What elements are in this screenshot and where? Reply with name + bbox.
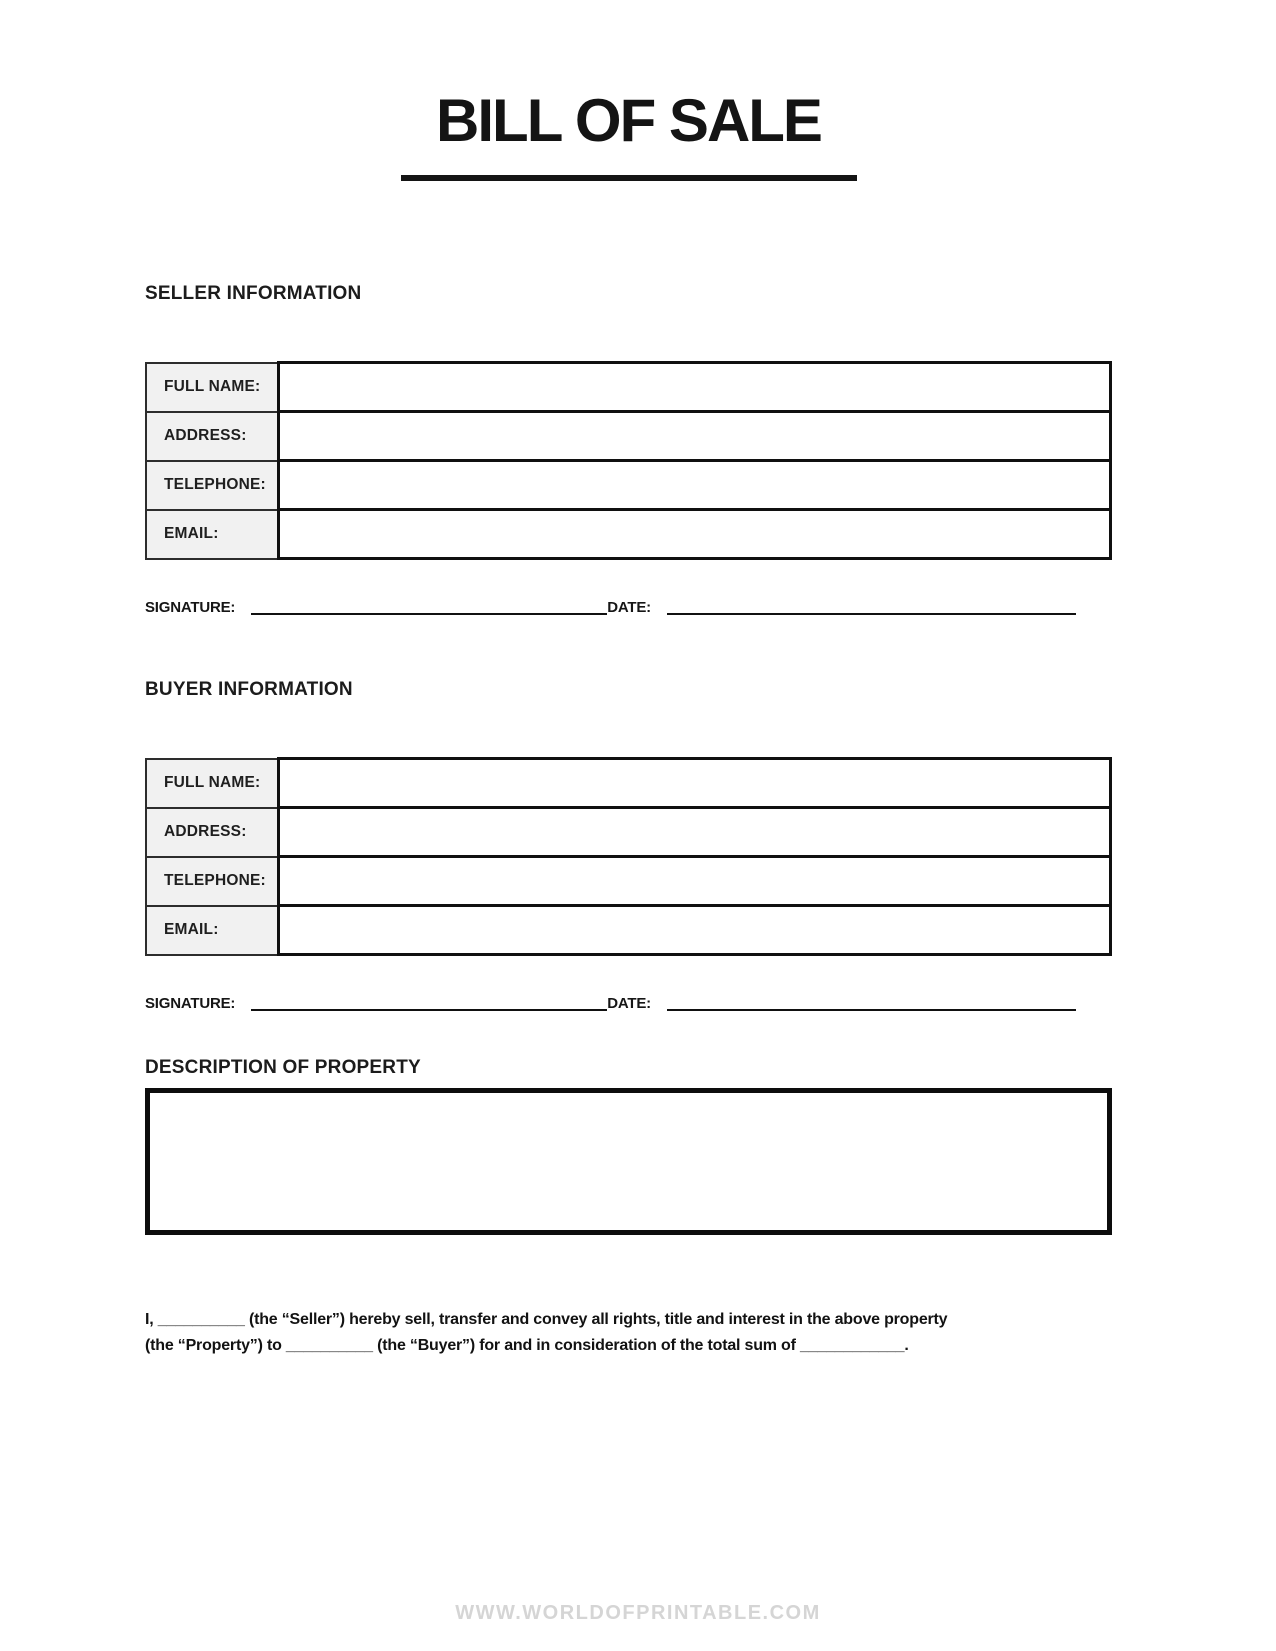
field-label-email: EMAIL: xyxy=(146,510,278,559)
seller-info-table xyxy=(145,361,1112,560)
date-label: DATE: xyxy=(607,995,651,1012)
signature-label: SIGNATURE: xyxy=(145,599,236,616)
page-title: BILL OF SALE xyxy=(436,87,821,154)
page-footer xyxy=(0,1602,1276,1625)
field-label-telephone: TELEPHONE: xyxy=(146,857,278,906)
buyer-signature-line[interactable] xyxy=(251,1008,607,1011)
property-description-input[interactable] xyxy=(145,1088,1112,1235)
table-row xyxy=(146,412,1111,461)
property-description-section xyxy=(145,1057,1112,1235)
field-label-full-name: FULL NAME: xyxy=(146,363,278,412)
buyer-address-input[interactable] xyxy=(278,808,1111,857)
field-label-address: ADDRESS: xyxy=(146,412,278,461)
seller-section xyxy=(145,283,1112,615)
seller-email-input[interactable] xyxy=(278,510,1111,559)
table-row xyxy=(146,808,1111,857)
seller-heading: SELLER INFORMATION xyxy=(145,283,362,304)
buyer-info-table xyxy=(145,757,1112,956)
buyer-date-line[interactable] xyxy=(667,1008,1076,1011)
seller-signature-line[interactable] xyxy=(251,612,607,615)
buyer-heading: BUYER INFORMATION xyxy=(145,679,353,700)
legal-statement-line-1: I, __________ (the “Seller”) hereby sell, transfer and convey all rights, title and interest in the above property xyxy=(145,1311,948,1328)
legal-statement xyxy=(145,1307,1112,1359)
seller-address-input[interactable] xyxy=(278,412,1111,461)
buyer-section xyxy=(145,679,1112,1011)
field-label-address: ADDRESS: xyxy=(146,808,278,857)
field-label-full-name: FULL NAME: xyxy=(146,759,278,808)
table-row xyxy=(146,510,1111,559)
buyer-signature-row xyxy=(145,996,1112,1011)
field-label-telephone: TELEPHONE: xyxy=(146,461,278,510)
buyer-email-input[interactable] xyxy=(278,906,1111,955)
table-row xyxy=(146,461,1111,510)
seller-signature-row xyxy=(145,600,1112,615)
buyer-full-name-input[interactable] xyxy=(278,759,1111,808)
field-label-email: EMAIL: xyxy=(146,906,278,955)
seller-full-name-input[interactable] xyxy=(278,363,1111,412)
table-row xyxy=(146,363,1111,412)
seller-date-line[interactable] xyxy=(667,612,1076,615)
date-label: DATE: xyxy=(607,599,651,616)
title-underline xyxy=(401,175,857,181)
legal-statement-line-2: (the “Property”) to __________ (the “Buyer”) for and in consideration of the total sum of ____________. xyxy=(145,1337,909,1354)
property-description-heading: DESCRIPTION OF PROPERTY xyxy=(145,1057,421,1078)
signature-label: SIGNATURE: xyxy=(145,995,236,1012)
table-row xyxy=(146,759,1111,808)
footer-website-url: WWW.WORLDOFPRINTABLE.COM xyxy=(455,1602,821,1624)
table-row xyxy=(146,906,1111,955)
seller-telephone-input[interactable] xyxy=(278,461,1111,510)
table-row xyxy=(146,857,1111,906)
buyer-telephone-input[interactable] xyxy=(278,857,1111,906)
